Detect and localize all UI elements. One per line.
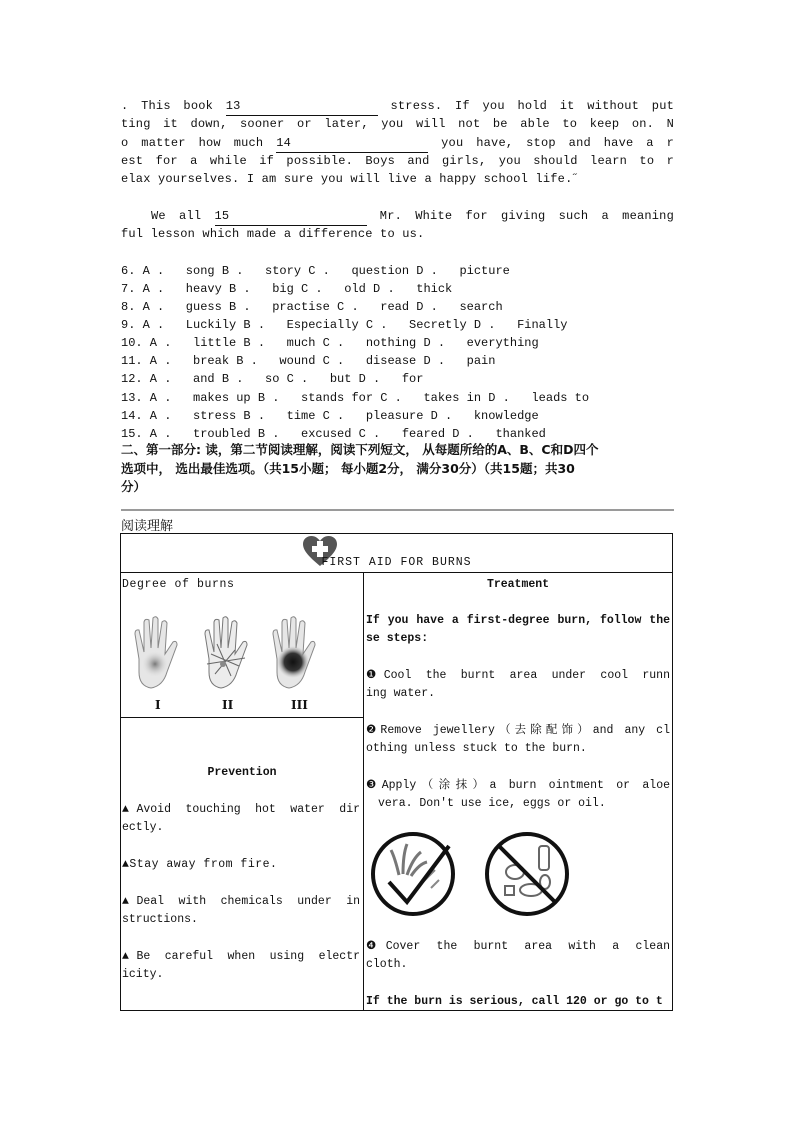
- option-row-7: 7. A . heavy B . big C . old D . thick: [121, 282, 453, 296]
- treatment-intro-text: If you have a first-degree burn, follow the: [366, 614, 670, 627]
- degree-2-label: II: [222, 698, 234, 712]
- prevention-text: ▲Avoid touching hot water dir: [122, 803, 360, 816]
- prevention-item: [122, 893, 360, 930]
- prevention-title: Prevention: [207, 766, 277, 779]
- table-left-divider: [121, 717, 363, 718]
- passage-text: stress. If you hold it without put: [390, 99, 674, 113]
- instructions-line-1: 二、第一部分: 读，第二节阅读理解，阅读下列短文， 从每题所给的A、B、C和D四个: [121, 442, 599, 457]
- step-text: ❸Apply（涂抹）a burn ointment or aloe: [366, 779, 670, 792]
- section-label: 阅读理解: [121, 519, 174, 534]
- option-row-10: 10. A . little B . much C . nothing D . everything: [121, 336, 539, 350]
- treatment-intro: [366, 612, 670, 649]
- degree-1-label: I: [155, 698, 161, 712]
- prevention-text: ▲Be careful when using electr: [122, 950, 360, 963]
- step-text: vera. Don't use ice, eggs or oil.: [378, 797, 606, 811]
- prevention-text: structions.: [122, 913, 198, 927]
- prevention-text: ▲Deal with chemicals under in: [122, 895, 360, 908]
- treatment-step-4: [366, 938, 670, 975]
- option-row-9: 9. A . Luckily B . Especially C . Secretly D . Finally: [121, 318, 568, 332]
- step-text: cloth.: [366, 958, 408, 972]
- treatment-title: Treatment: [486, 578, 550, 591]
- section-divider: [121, 509, 674, 511]
- passage-line-4: est for a while if possible. Boys and girls, you should learn to r: [121, 154, 674, 168]
- treatment-step-3: [366, 777, 670, 814]
- step-text: othing unless stuck to the burn.: [366, 742, 587, 756]
- passage-line-6: [151, 207, 674, 226]
- passage-text: ful lesson which made a difference to us.: [121, 227, 425, 241]
- table-title: FIRST AID FOR BURNS: [321, 556, 472, 569]
- step-text: ❷Remove jewellery（去除配饰）and any cl: [366, 724, 670, 737]
- prevention-item: [122, 948, 360, 985]
- instructions-line-3: 分）: [121, 479, 147, 494]
- passage-text: o matter how much: [121, 136, 264, 150]
- prevention-text: ▲Stay away from fire.: [122, 858, 278, 871]
- passage-text: you have, stop and have a r: [441, 136, 674, 150]
- option-row-13: 13. A . makes up B . stands for C . takes in D . leads to: [121, 391, 590, 405]
- blank-14: 14: [276, 134, 428, 153]
- passage-text: Mr. White for giving such a meaning: [379, 209, 674, 223]
- hand-degree-1: [135, 617, 177, 688]
- prevention-item: [122, 856, 360, 874]
- option-row-12: 12. A . and B . so C . but D . for: [121, 372, 424, 386]
- option-row-8: 8. A . guess B . practise C . read D . search: [121, 300, 503, 314]
- blank-15: 15: [215, 207, 367, 226]
- serious-burn-note: If the burn is serious, call 120 or go to t: [366, 995, 663, 1008]
- hand-degree-2: [205, 617, 247, 688]
- treatment-step-2: [366, 722, 670, 759]
- hand-degree-3: [273, 617, 315, 688]
- passage-line-2: ting it down, sooner or later, you will not be able to keep on. N: [121, 117, 674, 131]
- aloe-vera-ok-icon: [369, 830, 461, 918]
- passage-text: . This book: [121, 99, 214, 113]
- option-row-15: 15. A . troubled B . excused C . feared D . thanked: [121, 427, 546, 441]
- option-row-11: 11. A . break B . wound C . disease D . pain: [121, 354, 496, 368]
- passage-line-7: [121, 225, 674, 243]
- step-text: ❶Cool the burnt area under cool runn: [366, 669, 670, 682]
- degree-label: Degree of burns: [122, 578, 235, 591]
- no-ice-eggs-oil-icon: [483, 830, 575, 918]
- option-row-6: 6. A . song B . story C . question D . picture: [121, 264, 510, 278]
- option-row-14: 14. A . stress B . time C . pleasure D . knowledge: [121, 409, 539, 423]
- passage-line-3: [121, 134, 674, 153]
- first-aid-table: [120, 533, 673, 1011]
- instructions-line-2: 选项中， 选出最佳选项。（共15小题； 每小题2分， 满分30分）（共15题；共30: [121, 461, 575, 476]
- blank-13: 13: [226, 97, 378, 116]
- passage-line-5: [121, 170, 674, 188]
- step-text: ing water.: [366, 687, 436, 701]
- prevention-text: icity.: [122, 968, 164, 982]
- degree-3-label: III: [291, 698, 308, 712]
- treatment-intro-text: se steps:: [366, 632, 429, 646]
- treatment-step-1: [366, 667, 670, 704]
- passage-text: elax yourselves. I am sure you will live a happy school life.˝: [121, 172, 580, 186]
- prevention-item: [122, 801, 360, 838]
- table-row-divider: [121, 572, 672, 573]
- table-column-divider: [363, 572, 364, 1010]
- passage-text: We all: [151, 209, 202, 223]
- prevention-text: ectly.: [122, 821, 164, 835]
- step-text: ❹Cover the burnt area with a clean: [366, 940, 670, 953]
- passage-line-1: [121, 97, 674, 116]
